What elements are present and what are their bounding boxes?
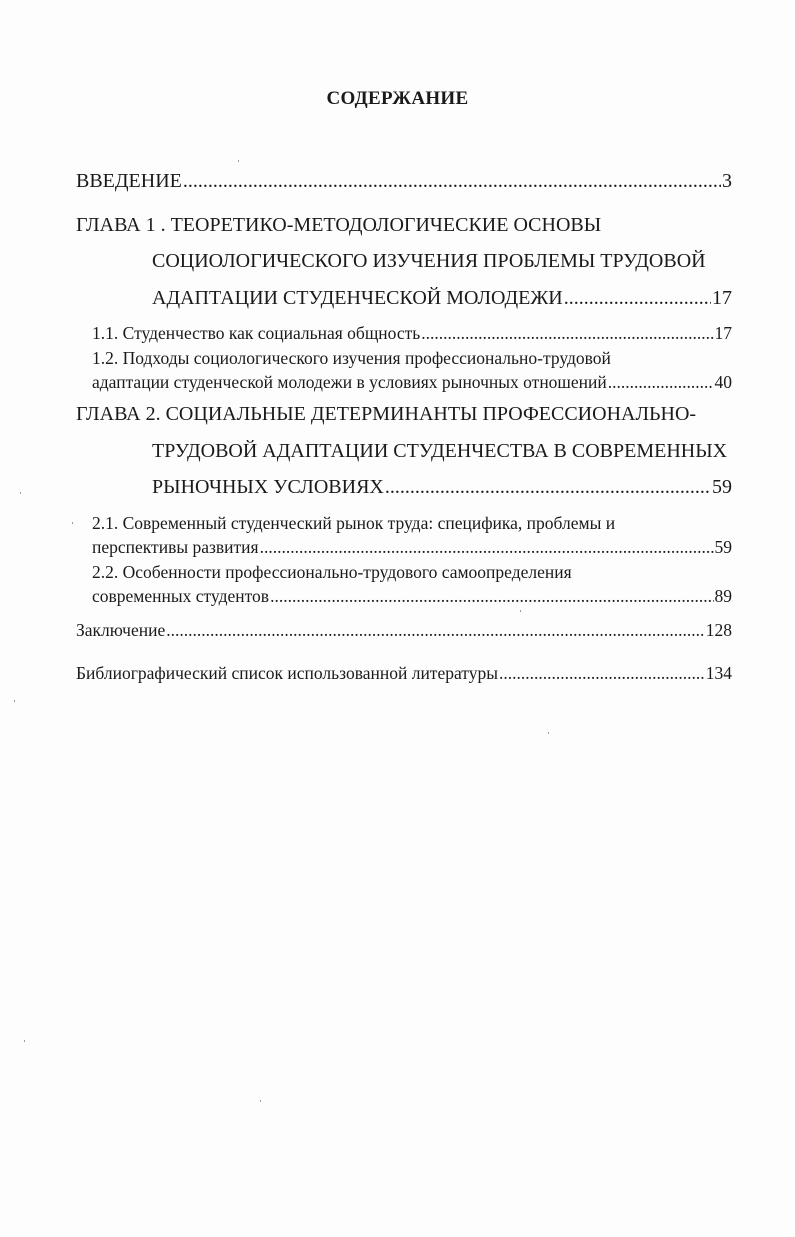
- toc-entry-2-2-line2: современных студентов: [92, 586, 270, 606]
- scan-speck: [238, 160, 239, 162]
- scan-speck: [520, 610, 521, 612]
- leader-dots: [260, 537, 714, 558]
- toc-chapter2-line1: ГЛАВА 2. СОЦИАЛЬНЫЕ ДЕТЕРМИНАНТЫ ПРОФЕССИОНАЛЬНО-: [76, 403, 697, 425]
- scan-speck: [548, 732, 549, 734]
- toc-chapter2-page: 59: [712, 476, 732, 498]
- leader-dots: [385, 476, 711, 499]
- toc-entry-bibliography-page: 134: [705, 663, 732, 683]
- toc-entry-2-2-page: 89: [714, 586, 732, 606]
- leader-dots: [183, 170, 721, 193]
- toc-chapter1-line2: СОЦИОЛОГИЧЕСКОГО ИЗУЧЕНИЯ ПРОБЛЕМЫ ТРУДОВОЙ: [152, 250, 706, 272]
- leader-dots: [270, 586, 713, 607]
- scan-speck: [14, 700, 15, 702]
- toc-entry-intro-text: ВВЕДЕНИЕ: [76, 170, 182, 192]
- toc-entry-1-2-line1: 1.2. Подходы социологического изучения профессионально-трудовой: [92, 348, 611, 368]
- leader-dots: [499, 663, 705, 684]
- leader-dots: [564, 287, 711, 310]
- toc-chapter2-line2: ТРУДОВОЙ АДАПТАЦИИ СТУДЕНЧЕСТВА В СОВРЕМЕННЫХ: [152, 440, 728, 462]
- toc-entry-2-1-line2: перспективы развития: [92, 537, 259, 557]
- page-title: СОДЕРЖАНИЕ: [326, 88, 469, 109]
- toc-chapter2-line3: РЫНОЧНЫХ УСЛОВИЯХ: [152, 476, 384, 498]
- toc-entry-1-1-text: 1.1. Студенчество как социальная общность: [92, 323, 421, 343]
- scan-speck: [260, 1100, 261, 1102]
- toc-entry-1-2: [92, 372, 732, 393]
- toc-entry-bibliography: [76, 663, 732, 684]
- toc-chapter1-line3: АДАПТАЦИИ СТУДЕНЧЕСКОЙ МОЛОДЕЖИ: [152, 287, 563, 309]
- toc-entry-2-2: [92, 586, 732, 607]
- toc-entry-2-1-page: 59: [714, 537, 732, 557]
- scan-speck: [20, 492, 21, 494]
- scan-speck: [24, 1040, 25, 1042]
- toc-entry-2-2-line1: 2.2. Особенности профессионально-трудового самоопределения: [92, 562, 572, 582]
- toc-entry-1-1: [92, 323, 732, 344]
- toc-entry-1-2-page: 40: [714, 372, 732, 392]
- leader-dots: [608, 372, 714, 393]
- toc-entry-intro: [76, 170, 732, 193]
- toc-entry-bibliography-text: Библиографический список использованной литературы: [76, 663, 498, 683]
- toc-entry-intro-page: 3: [722, 170, 732, 192]
- leader-dots: [421, 323, 713, 344]
- toc-entry-2-1: [92, 537, 732, 558]
- toc-entry-1-2-line2: адаптации студенческой молодежи в условиях рыночных отношений: [92, 372, 607, 392]
- leader-dots: [166, 620, 705, 641]
- toc-entry-1-1-page: 17: [714, 323, 732, 343]
- scan-speck: [72, 522, 73, 524]
- toc-entry-conclusion: [76, 620, 732, 641]
- toc-entry-chapter1: [152, 287, 732, 310]
- toc-entry-conclusion-text: Заключение: [76, 620, 166, 640]
- toc-entry-conclusion-page: 128: [705, 620, 732, 640]
- toc-chapter1-line1: ГЛАВА 1 . ТЕОРЕТИКО-МЕТОДОЛОГИЧЕСКИЕ ОСНОВЫ: [76, 214, 602, 236]
- toc-entry-2-1-line1: 2.1. Современный студенческий рынок труда: специфика, проблемы и: [92, 513, 616, 533]
- toc-entry-chapter2: [152, 476, 732, 499]
- toc-chapter1-page: 17: [712, 287, 732, 309]
